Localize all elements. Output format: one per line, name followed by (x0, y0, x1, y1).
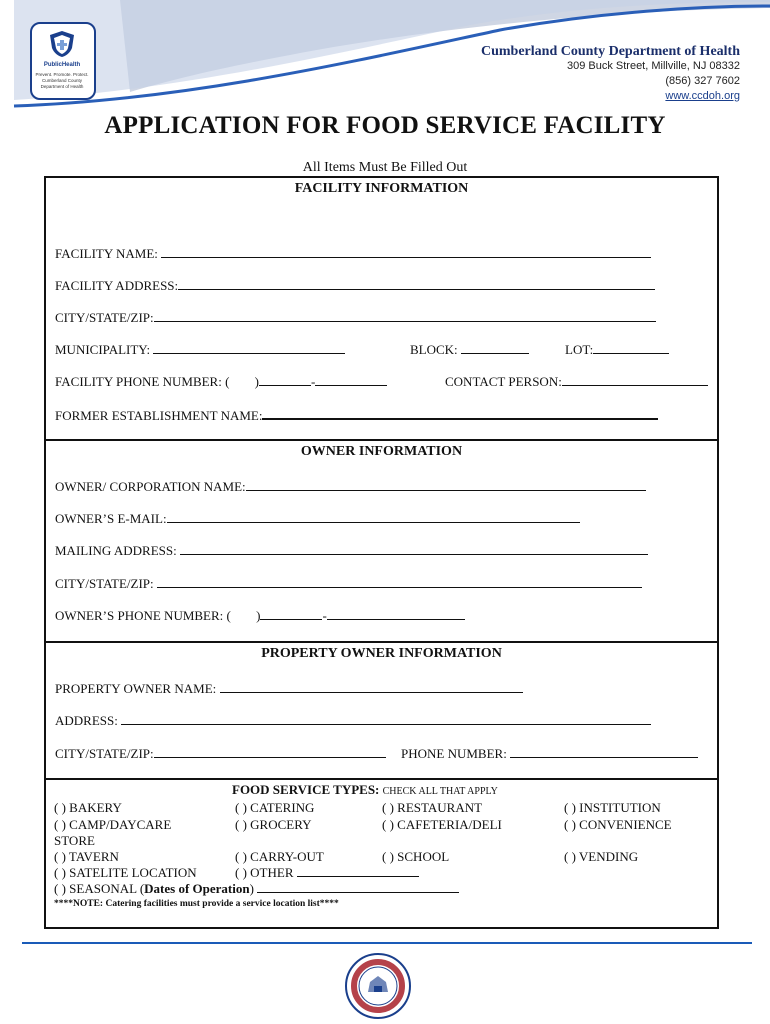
seasonal-dates-field[interactable] (257, 881, 459, 893)
facility-phone-row: FACILITY PHONE NUMBER: ( ) - (55, 374, 387, 390)
checkbox-seasonal-row: ( ) SEASONAL (Dates of Operation) (54, 881, 459, 897)
facility-city-row: CITY/STATE/ZIP: (55, 310, 656, 326)
checkbox-catering[interactable]: ( ) CATERING (235, 800, 315, 815)
facility-phone-line-field[interactable] (315, 374, 387, 386)
property-owner-name-field[interactable] (220, 681, 523, 693)
owner-section (44, 439, 719, 643)
municipality-field[interactable] (153, 342, 345, 354)
form-subtitle: All Items Must Be Filled Out (302, 160, 468, 175)
form-title: APPLICATION FOR FOOD SERVICE FACILITY (104, 112, 666, 139)
county-seal-icon (344, 952, 412, 1020)
catering-note: ****NOTE: Catering facilities must provide a service location list**** (54, 899, 339, 909)
lot-row: LOT: (565, 342, 669, 358)
checkbox-carry-out[interactable]: ( ) CARRY-OUT (235, 849, 324, 864)
checkbox-other[interactable]: ( ) OTHER (235, 865, 294, 880)
municipality-row: MUNICIPALITY: (55, 342, 345, 358)
checkbox-vending[interactable]: ( ) VENDING (564, 849, 639, 864)
letterhead (0, 0, 770, 112)
facility-section (44, 176, 719, 441)
checkbox-other-row (235, 865, 419, 881)
footer-divider (22, 942, 752, 944)
facility-phone-prefix-field[interactable] (259, 374, 311, 386)
property-owner-name-row: PROPERTY OWNER NAME: (55, 681, 523, 697)
department-address: 309 Buck Street, Millville, NJ 08332 (566, 60, 740, 72)
property-address-field[interactable] (121, 713, 651, 725)
logo-subtext: Prevent. Promote. Protect. Cumberland County Department of Health (35, 72, 89, 89)
checkbox-restaurant[interactable]: ( ) RESTAURANT (382, 800, 483, 815)
checkbox-convenience[interactable]: ( ) CONVENIENCE (564, 817, 672, 832)
checkbox-tavern[interactable]: ( ) TAVERN (54, 849, 119, 864)
department-info (481, 44, 740, 104)
owner-city-row: CITY/STATE/ZIP: (55, 576, 642, 592)
lot-field[interactable] (593, 342, 669, 354)
facility-name-field[interactable] (161, 246, 651, 258)
block-field[interactable] (461, 342, 529, 354)
label-store: STORE (54, 833, 95, 848)
checkbox-cafeteria-deli[interactable]: ( ) CAFETERIA/DELI (382, 817, 502, 832)
contact-person-field[interactable] (562, 374, 708, 386)
owner-corp-field[interactable] (246, 479, 646, 491)
public-health-logo (30, 22, 96, 100)
contact-person-row: CONTACT PERSON: (445, 374, 708, 390)
owner-mailing-row: MAILING ADDRESS: (55, 543, 648, 559)
shield-icon (48, 30, 76, 58)
owner-phone-line-field[interactable] (327, 608, 465, 620)
department-name: Cumberland County Department of Health (481, 44, 740, 59)
checkbox-institution[interactable]: ( ) INSTITUTION (564, 800, 661, 815)
owner-mailing-field[interactable] (180, 543, 648, 555)
types-heading-note: CHECK ALL THAT APPLY (382, 786, 498, 797)
checkbox-school[interactable]: ( ) SCHOOL (382, 849, 450, 864)
food-service-types-section (44, 778, 719, 929)
logo-title: PublicHealth (43, 62, 81, 68)
block-row: BLOCK: (410, 342, 529, 358)
owner-city-field[interactable] (157, 576, 642, 588)
other-field[interactable] (297, 865, 419, 877)
property-phone-row: PHONE NUMBER: (401, 746, 698, 762)
checkbox-grocery[interactable]: ( ) GROCERY (235, 817, 312, 832)
department-phone: (856) 327 7602 (665, 75, 740, 87)
section-heading: OWNER INFORMATION (300, 444, 463, 459)
owner-email-row: OWNER’S E-MAIL: (55, 511, 580, 527)
section-heading: FACILITY INFORMATION (294, 181, 469, 196)
checkbox-satellite-location[interactable]: ( ) SATELITE LOCATION (54, 865, 197, 880)
owner-corp-row: OWNER/ CORPORATION NAME: (55, 479, 646, 495)
checkbox-bakery[interactable]: ( ) BAKERY (54, 800, 122, 815)
checkbox-seasonal[interactable]: ( ) SEASONAL ( (54, 881, 145, 896)
property-owner-section (44, 641, 719, 780)
types-heading: FOOD SERVICE TYPES: CHECK ALL THAT APPLY (232, 782, 498, 797)
owner-phone-row: OWNER’S PHONE NUMBER: ( ) - (55, 608, 465, 624)
facility-address-field[interactable] (178, 278, 655, 290)
facility-name-row: FACILITY NAME: (55, 246, 651, 262)
owner-phone-prefix-field[interactable] (260, 608, 322, 620)
facility-address-row: FACILITY ADDRESS: (55, 278, 655, 294)
department-website-link[interactable]: www.ccdoh.org (665, 90, 740, 102)
property-address-row: ADDRESS: (55, 713, 651, 729)
property-city-row: CITY/STATE/ZIP: (55, 746, 386, 762)
property-phone-field[interactable] (510, 746, 698, 758)
owner-email-field[interactable] (167, 511, 580, 523)
property-city-field[interactable] (154, 746, 386, 758)
checkbox-camp-daycare[interactable]: ( ) CAMP/DAYCARE (54, 817, 172, 832)
facility-city-field[interactable] (154, 310, 656, 322)
section-heading: PROPERTY OWNER INFORMATION (261, 646, 502, 661)
former-name-row: FORMER ESTABLISHMENT NAME: (55, 407, 658, 424)
former-name-field[interactable] (262, 407, 658, 420)
